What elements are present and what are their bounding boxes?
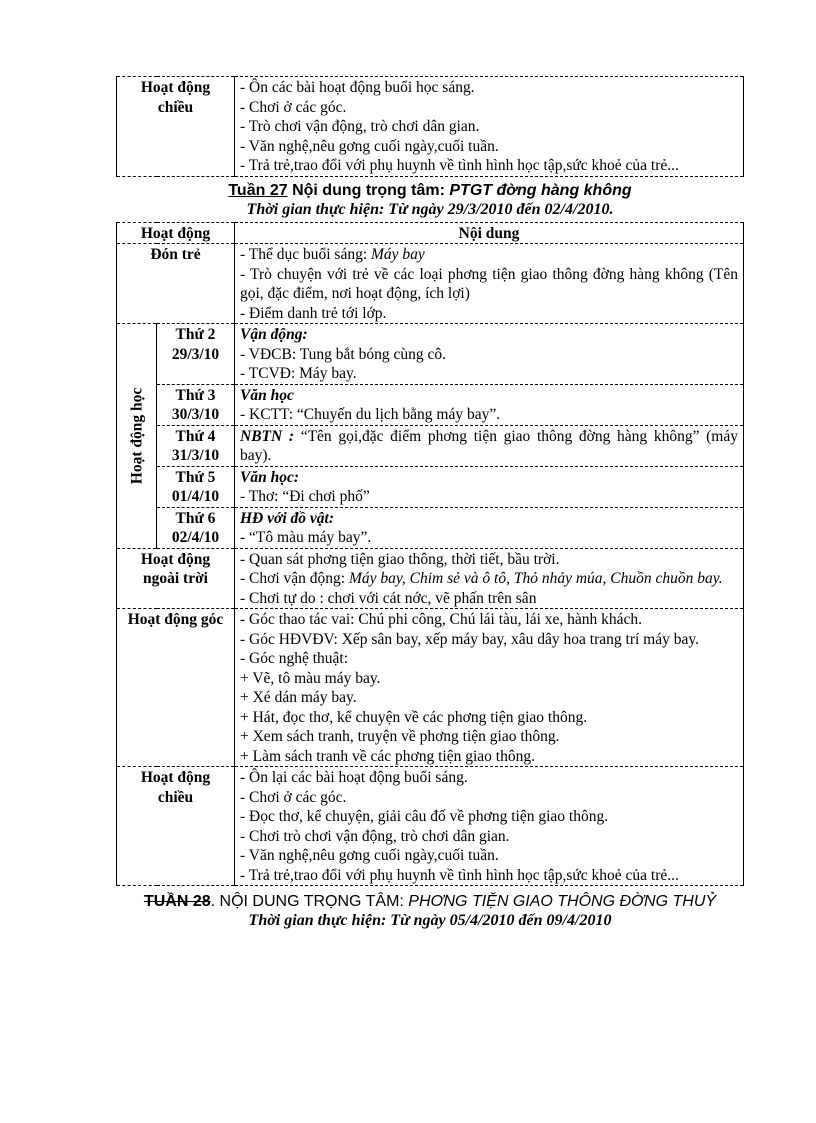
week27-number: Tuần 27 <box>228 181 288 199</box>
day-thu-content: Văn học: - Thơ: “Đi chơi phố” <box>235 466 744 507</box>
day-thu: Thứ 5 01/4/10 <box>157 466 235 507</box>
afternoon-label-top: Hoạt động chiều <box>117 77 235 177</box>
day-wed: Thứ 4 31/3/10 <box>157 425 235 466</box>
afternoon-label: Hoạt động chiều <box>117 767 235 886</box>
welcome-label: Đón trẻ <box>117 244 235 324</box>
day-tue-content: Văn học - KCTT: “Chuyến du lịch bằng máy bay”. <box>235 384 744 425</box>
day-mon: Thứ 2 29/3/10 <box>157 324 235 385</box>
outdoor-content: - Quan sát phơng tiện giao thông, thời tiết, bầu trời. - Chơi vận động: Máy bay, Chim sẻ và ô tô, Thỏ nhảy múa, Chuồn chuồn bay. - Chơi tự do : chơi với cát nớc, vẽ phấn trên sân <box>235 548 744 609</box>
day-wed-content: NBTN : “Tên gọi,đặc điểm phơng tiện giao thông đờng hàng không” (máy bay). <box>235 425 744 466</box>
week27-dates: Thời gian thực hiện: Từ ngày 29/3/2010 đến 02/4/2010. <box>246 200 614 218</box>
welcome-content: - Thể dục buổi sáng: Máy bay - Trò chuyện với trẻ về các loại phơng tiện giao thông đờng hàng không (Tên gọi, đặc điểm, nơi hoạt động, ích lợi) - Điểm danh trẻ tới lớp. <box>235 244 744 324</box>
afternoon-content-top: - Ôn các bài hoạt động buổi học sáng. - Chơi ở các góc. - Trò chơi vận động, trò chơi dân gian. - Văn nghệ,nêu gơng cuối ngày,cuối tuần. - Trả trẻ,trao đổi với phụ huynh về tình hình học tập,sức khoẻ của trẻ... <box>235 77 744 177</box>
week28-topic: PHƠNG TIỆN GIAO THÔNG ĐỜNG THUỶ <box>408 893 717 910</box>
top-table <box>116 76 744 177</box>
page <box>116 76 744 930</box>
week28-number: TUẦN 28 <box>143 893 211 910</box>
day-fri-content: HĐ với đồ vật: - “Tô màu máy bay”. <box>235 507 744 548</box>
corner-label: Hoạt động góc <box>117 609 235 767</box>
afternoon-content: - Ôn lại các bài hoạt động buổi sáng. - Chơi ở các góc. - Đọc thơ, kể chuyện, giải câu đố về phơng tiện giao thông. - Chơi trò chơi vận động, trò chơi dân gian. - Văn nghệ,nêu gơng cuối ngày,cuối tuần. - Trả trẻ,trao đổi với phụ huynh về tình hình học tập,sức khoẻ của trẻ... <box>235 767 744 886</box>
learning-label: Hoạt động học <box>117 324 157 549</box>
week27-table <box>116 222 744 887</box>
week28-heading: TUẦN 28. NỘI DUNG TRỌNG TÂM: PHƠNG TIỆN GIAO THÔNG ĐỜNG THUỶ <box>143 893 717 910</box>
week27-topic: PTGT đờng hàng không <box>449 181 632 199</box>
week27-heading: Tuần 27 Nội dung trọng tâm: PTGT đờng hàng không <box>228 181 632 199</box>
header-content: Nội dung <box>235 222 744 244</box>
week28-dates: Thời gian thực hiện: Từ ngày 05/4/2010 đến 09/4/2010 <box>248 912 612 929</box>
day-tue: Thứ 3 30/3/10 <box>157 384 235 425</box>
corner-content: - Góc thao tác vai: Chú phi công, Chú lái tàu, lái xe, hành khách. - Góc HĐVĐV: Xếp sân bay, xếp máy bay, xâu dây hoa trang trí máy bay. - Góc nghệ thuật: + Vẽ, tô màu máy bay. + Xé dán máy bay. + Hát, đọc thơ, kể chuyện về các phơng tiện giao thông. + Xem sách tranh, truyện về phơng tiện giao thông. + Làm sách tranh về các phơng tiện giao thông. <box>235 609 744 767</box>
outdoor-label: Hoạt động ngoài trời <box>117 548 235 609</box>
day-fri: Thứ 6 02/4/10 <box>157 507 235 548</box>
day-mon-content: Vận động: - VĐCB: Tung bắt bóng cùng cô. - TCVĐ: Máy bay. <box>235 324 744 385</box>
header-activity: Hoạt động <box>117 222 235 244</box>
